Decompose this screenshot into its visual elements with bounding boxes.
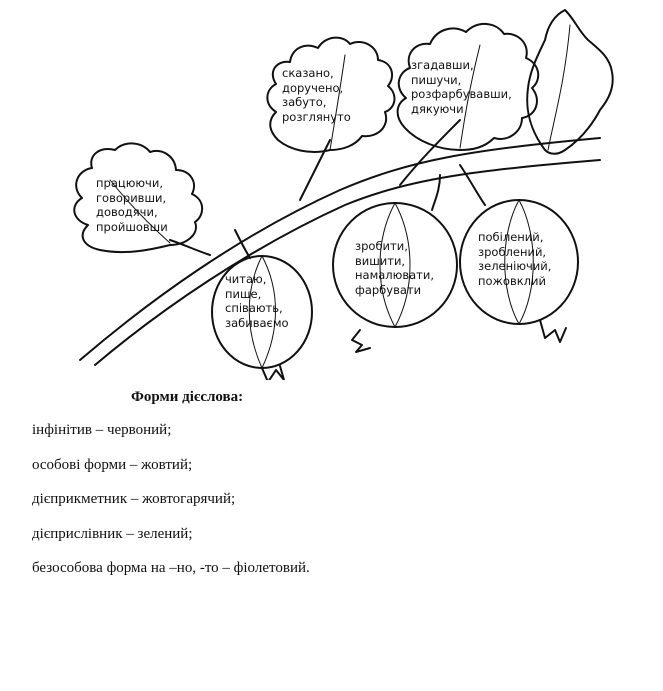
legend-list <box>32 422 310 595</box>
leaf-far-right <box>527 10 613 154</box>
word: читаю, <box>225 272 267 286</box>
berry-small-words <box>225 272 289 330</box>
legend-item: дієприкметник – жовтогарячий; <box>32 491 236 507</box>
word: пише, <box>225 286 262 301</box>
word: намалювати, <box>355 268 434 282</box>
word: побілений, <box>478 230 544 244</box>
legend-item: особові форми – жовтий; <box>32 456 193 473</box>
word: говоривши, <box>96 190 167 205</box>
word: забиваємо <box>225 315 289 330</box>
leaf-right-words <box>411 58 512 116</box>
leaf-left-words <box>96 176 168 234</box>
berry-middle-words <box>355 239 434 297</box>
word: фарбувати <box>355 282 422 297</box>
word: дякуючи <box>411 101 464 116</box>
word: пишучи, <box>411 72 462 87</box>
word: співають, <box>225 301 283 315</box>
berry-tip <box>352 330 370 352</box>
word: забуто, <box>282 95 327 109</box>
word: розфарбувавши, <box>411 87 512 101</box>
legend-item: інфінітив – червоний; <box>32 422 172 438</box>
leaf-stem <box>400 120 460 185</box>
word: згадавши, <box>411 58 474 72</box>
word: доручено, <box>282 80 344 95</box>
word: розглянуто <box>282 109 351 124</box>
legend-item: дієприслівник – зелений; <box>32 525 193 542</box>
legend-title: Форми дієслова: <box>131 389 244 405</box>
leaf-stem <box>170 240 210 255</box>
word: пройшовши <box>96 219 168 234</box>
leaf-stem <box>300 140 330 200</box>
word: зроблений, <box>478 244 547 259</box>
word: пожовклий <box>478 273 546 288</box>
word: вишити, <box>355 253 406 268</box>
word: зробити, <box>355 239 408 253</box>
legend-item: безособова форма на –но, -то – фіолетовий. <box>32 560 310 576</box>
word: сказано, <box>282 66 334 80</box>
berry-right-words <box>478 230 551 288</box>
word: працюючи, <box>96 176 163 190</box>
word: зеленіючий, <box>478 259 552 273</box>
berry-tip <box>540 320 566 342</box>
word: доводячи, <box>96 205 158 219</box>
leaf-middle-words <box>282 66 351 124</box>
